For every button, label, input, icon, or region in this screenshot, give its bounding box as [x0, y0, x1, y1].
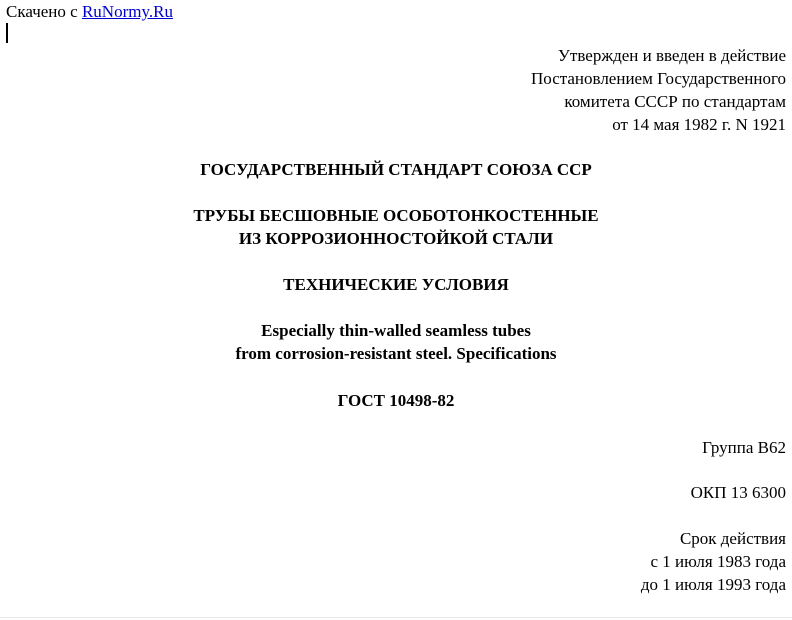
validity-line: до 1 июля 1993 года [640, 575, 786, 594]
title-ru-line: ТРУБЫ БЕСШОВНЫЕ ОСОБОТОНКОСТЕННЫЕ [193, 206, 599, 225]
approval-line: Постановлением Государственного [531, 69, 786, 88]
spec-ru-heading [0, 273, 792, 296]
okp-code-text: ОКП 13 6300 [690, 483, 786, 502]
title-en-line: from corrosion-resistant steel. Specifications [235, 344, 557, 363]
approval-line: комитета СССР по стандартам [564, 92, 786, 111]
source-line [6, 0, 173, 23]
text-caret [6, 23, 8, 43]
validity-line: с 1 июля 1983 года [650, 552, 786, 571]
page-bottom-divider [0, 617, 792, 618]
gost-number [0, 389, 792, 412]
validity-line: Срок действия [679, 529, 786, 548]
title-ru [0, 204, 792, 250]
group-code-text: Группа В62 [702, 438, 786, 457]
source-link[interactable]: RuNormy.Ru [81, 2, 173, 21]
approval-line: от 14 мая 1982 г. N 1921 [612, 115, 786, 134]
spec-ru-text: ТЕХНИЧЕСКИЕ УСЛОВИЯ [283, 275, 509, 294]
title-ru-line: ИЗ КОРРОЗИОННОСТОЙКОЙ СТАЛИ [238, 229, 554, 248]
state-standard-text: ГОСУДАРСТВЕННЫЙ СТАНДАРТ СОЮЗА ССР [200, 160, 592, 179]
title-en [0, 319, 792, 365]
group-code [702, 436, 786, 459]
source-prefix: Скачено с [6, 2, 82, 21]
state-standard-heading [0, 158, 792, 181]
title-en-line: Especially thin-walled seamless tubes [261, 321, 531, 340]
approval-line: Утвержден и введен в действие [557, 46, 786, 65]
approval-block [531, 44, 786, 136]
gost-number-text: ГОСТ 10498-82 [337, 391, 455, 410]
validity-block [641, 527, 786, 596]
okp-code [691, 481, 786, 504]
